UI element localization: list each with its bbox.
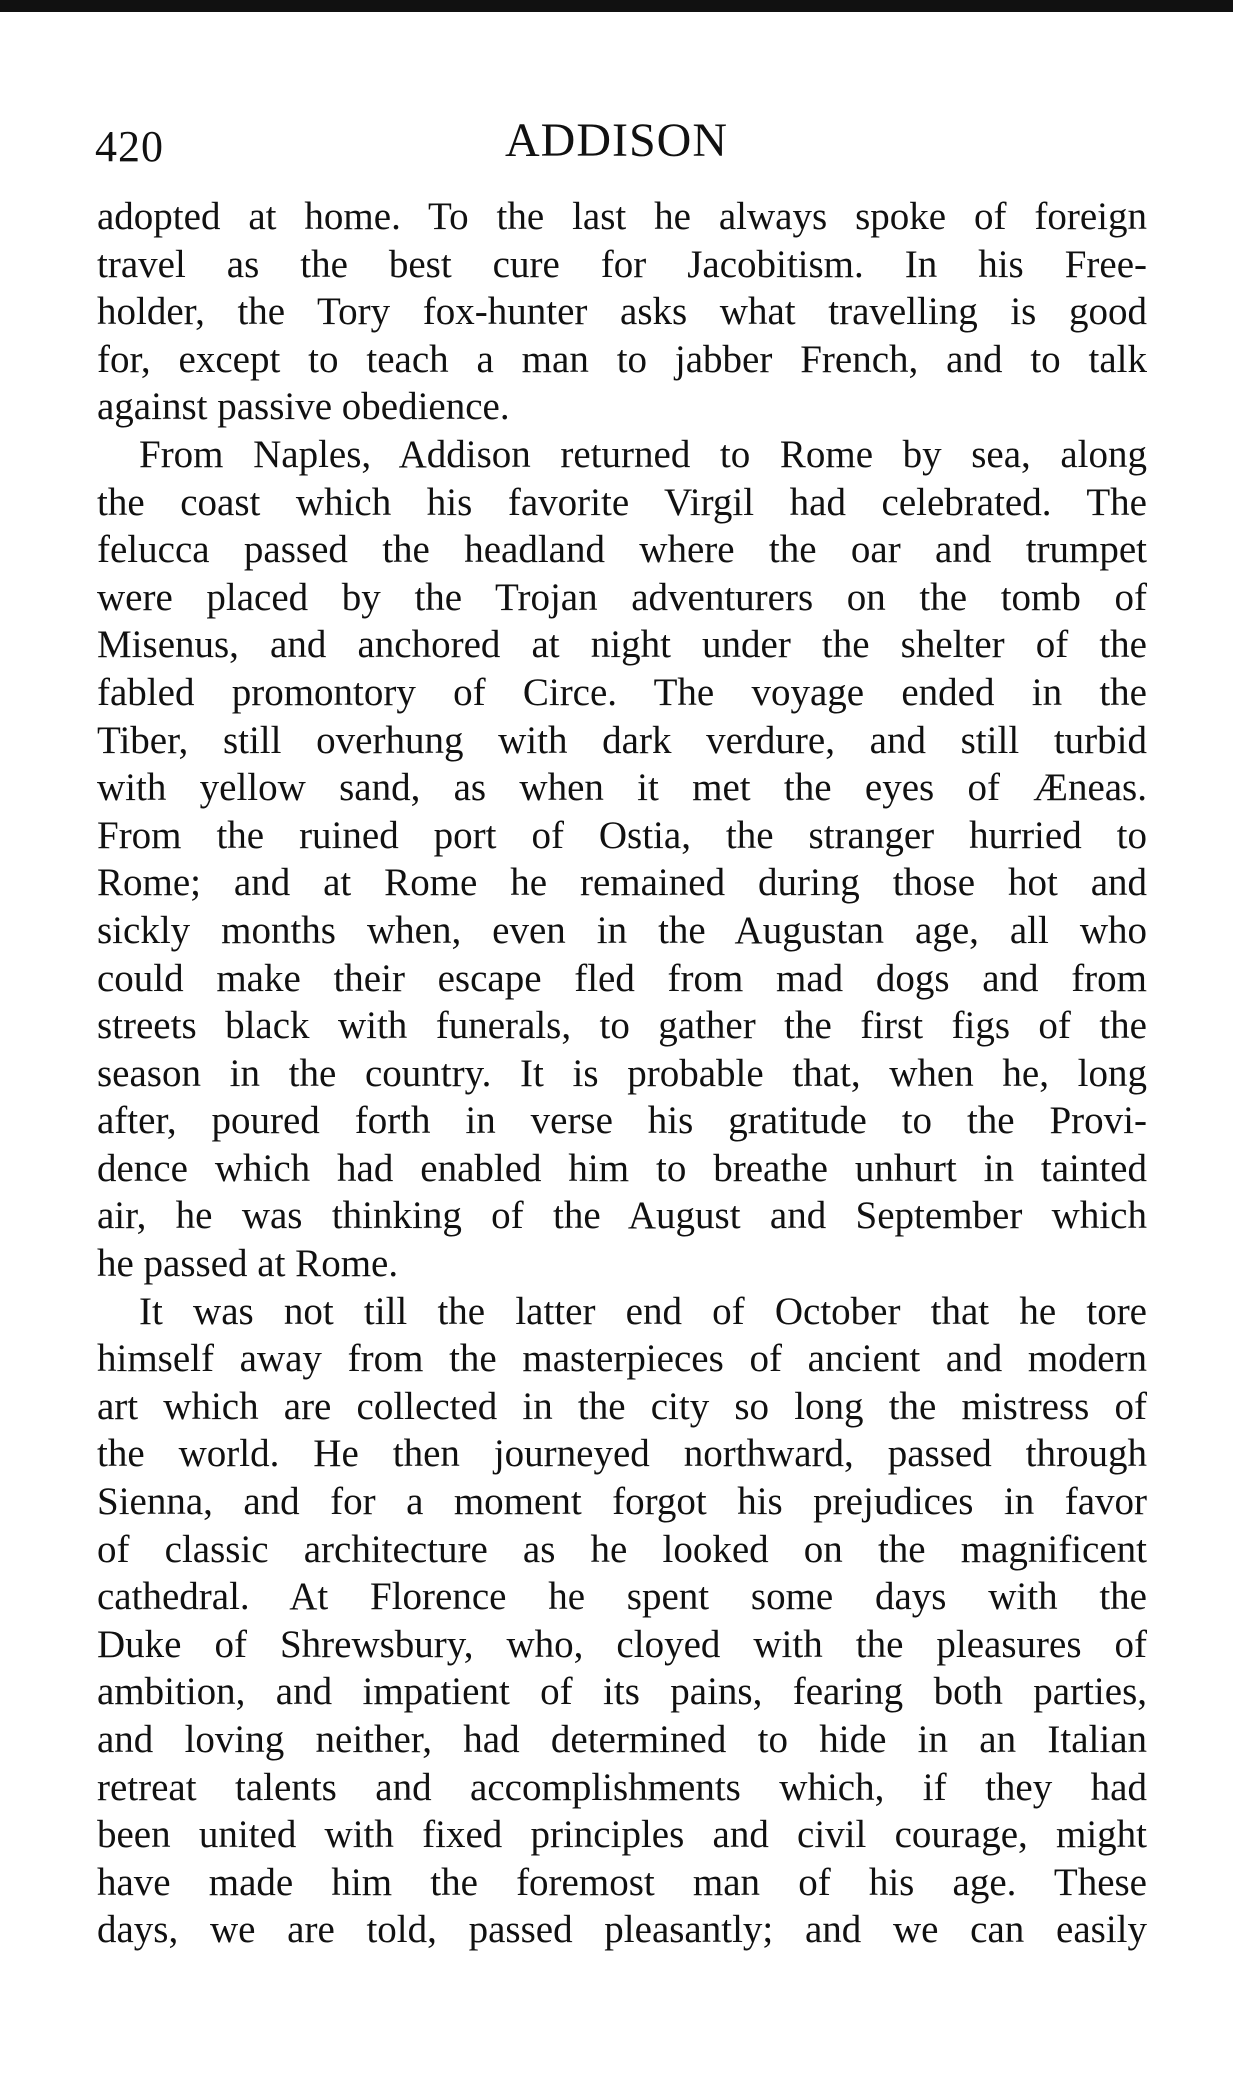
text-line: been united with fixed principles and civil courage, might [97, 1813, 1147, 1857]
text-line: dence which had enabled him to breathe unhurt in tainted [97, 1146, 1147, 1190]
text-line: and loving neither, had determined to hide in an Italian [97, 1718, 1147, 1761]
text-line: the world. He then journeyed northward, passed through [97, 1432, 1147, 1476]
text-line: It was not till the latter end of October that he tore [139, 1289, 1147, 1333]
text-line: Duke of Shrewsbury, who, cloyed with the pleasures of [97, 1622, 1147, 1666]
text-line: days, we are told, passed pleasantly; and we can easily [97, 1908, 1147, 1952]
text-line: have made him the foremost man of his age. These [97, 1860, 1147, 1904]
text-line: Rome; and at Rome he remained during those hot and [97, 861, 1147, 905]
text-line: the coast which his favorite Virgil had celebrated. The [97, 480, 1147, 524]
text-line: were placed by the Trojan adventurers on the tomb of [97, 575, 1147, 619]
text-line: he passed at Rome. [97, 1242, 399, 1286]
text-line: cathedral. At Florence he spent some days with the [97, 1575, 1147, 1619]
paragraph-1 [97, 193, 1147, 431]
text-line: after, poured forth in verse his gratitude to the Provi- [97, 1099, 1147, 1143]
text-line: season in the country. It is probable that, when he, long [97, 1051, 1147, 1095]
text-line: From Naples, Addison returned to Rome by sea, along [139, 432, 1147, 476]
paragraph-3 [97, 1288, 1147, 1954]
text-line: travel as the best cure for Jacobitism. In his Free- [97, 242, 1147, 286]
text-line: of classic architecture as he looked on the magnificent [97, 1527, 1147, 1571]
paragraph-2 [97, 431, 1147, 1288]
text-line: Misenus, and anchored at night under the shelter of the [97, 623, 1147, 667]
running-head: ADDISON [505, 114, 728, 167]
body-text [97, 193, 1147, 1954]
text-line: streets black with funerals, to gather the first figs of the [97, 1004, 1147, 1048]
text-line: ambition, and impatient of its pains, fearing both parties, [97, 1670, 1147, 1714]
page-number: 420 [95, 122, 164, 171]
text-line: felucca passed the headland where the oar and trumpet [97, 528, 1147, 572]
text-line: fabled promontory of Circe. The voyage ended in the [97, 670, 1147, 714]
text-line: From the ruined port of Ostia, the stranger hurried to [97, 813, 1147, 857]
text-line: retreat talents and accomplishments which, if they had [97, 1765, 1147, 1809]
text-line: could make their escape fled from mad dogs and from [97, 956, 1147, 1000]
text-line: Sienna, and for a moment forgot his prejudices in favor [97, 1480, 1147, 1524]
text-line: holder, the Tory fox-hunter asks what travelling is good [97, 290, 1147, 334]
top-rule [0, 0, 1233, 12]
text-line: sickly months when, even in the Augustan age, all who [97, 908, 1147, 952]
text-line: himself away from the masterpieces of ancient and modern [97, 1337, 1147, 1381]
text-line: adopted at home. To the last he always spoke of foreign [97, 195, 1147, 238]
text-line: for, except to teach a man to jabber French, and to talk [97, 337, 1147, 381]
text-line: air, he was thinking of the August and September which [97, 1194, 1147, 1238]
text-line: Tiber, still overhung with dark verdure, and still turbid [97, 718, 1147, 762]
text-line: with yellow sand, as when it met the eyes of Æneas. [97, 766, 1147, 810]
text-line: art which are collected in the city so long the mistress of [97, 1384, 1147, 1428]
text-line: against passive obedience. [97, 385, 510, 429]
